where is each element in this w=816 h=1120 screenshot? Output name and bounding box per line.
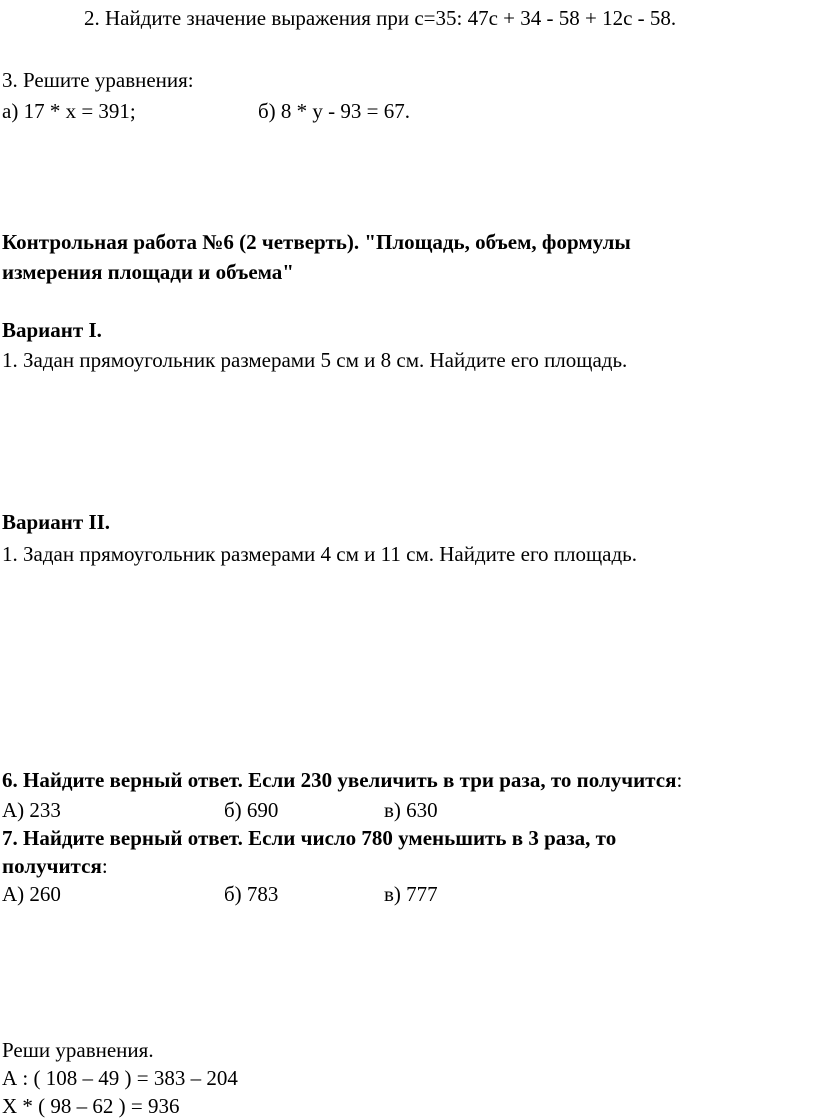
variant1-task1: 1. Задан прямоугольник размерами 5 см и 8 см. Найдите его площадь. — [2, 348, 628, 372]
task3-title: 3. Решите уравнения: — [2, 68, 194, 92]
q7-question-line1: 7. Найдите верный ответ. Если число 780 уменьшить в 3 раза, то — [2, 826, 617, 850]
q7-option-c: в) 777 — [384, 882, 438, 906]
q7-question-line2 — [2, 852, 108, 880]
q7-option-a: А) 260 — [2, 882, 61, 906]
variant1-heading: Вариант I. — [2, 318, 102, 342]
q6-option-b: б) 690 — [224, 798, 279, 822]
test-title-line2: измерения площади и объема" — [2, 260, 294, 284]
q6-option-a: А) 233 — [2, 798, 61, 822]
q6-question-text: 6. Найдите верный ответ. Если 230 увеличить в три раза, то получится — [2, 768, 677, 792]
variant2-task1: 1. Задан прямоугольник размерами 4 см и 11 см. Найдите его площадь. — [2, 542, 638, 566]
q6-option-c: в) 630 — [384, 798, 438, 822]
q7-options-row — [2, 880, 802, 908]
task3-equation-a: а) 17 * х = 391; — [2, 99, 136, 123]
equations-title: Реши уравнения. — [2, 1038, 154, 1062]
test-title-line1: Контрольная работа №6 (2 четверть). "Площадь, объем, формулы — [2, 230, 631, 254]
equation-2: Х * ( 98 – 62 ) = 936 — [2, 1094, 180, 1118]
task2-text: 2. Найдите значение выражения при с=35: 47с + 34 - 58 + 12с - 58. — [84, 6, 677, 30]
q6-question — [2, 766, 682, 794]
task3-equations-row — [2, 97, 802, 125]
variant2-heading: Вариант II. — [2, 510, 111, 534]
q7-question-text: получится — [2, 854, 102, 878]
q6-colon: : — [676, 768, 683, 792]
equation-1: А : ( 108 – 49 ) = 383 – 204 — [2, 1066, 238, 1090]
q7-option-b: б) 783 — [224, 882, 279, 906]
task3-equation-b: б) 8 * у - 93 = 67. — [258, 99, 411, 123]
q7-colon: : — [101, 854, 108, 878]
q6-options-row — [2, 796, 802, 824]
